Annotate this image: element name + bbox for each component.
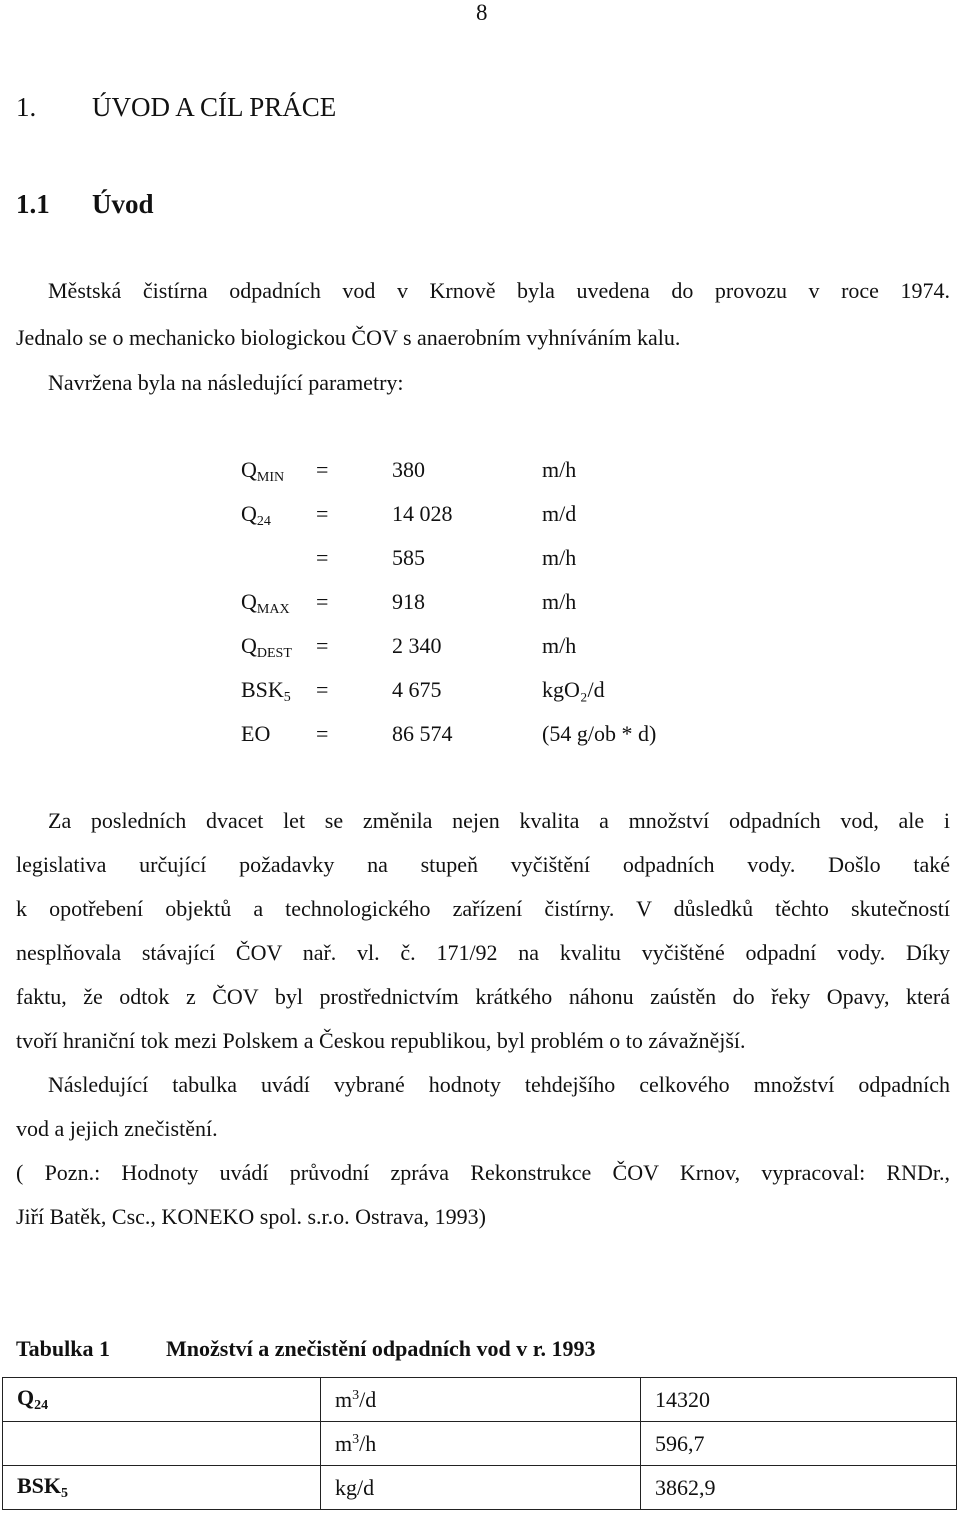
table-cell-unit: kg/d: [321, 1466, 641, 1510]
table-cell-value: 596,7: [641, 1422, 957, 1466]
table-row: [3, 1466, 957, 1510]
param-eq: =: [316, 721, 329, 746]
param-unit: m/h: [542, 633, 577, 658]
param-name: $Q_{24}$: [241, 501, 271, 529]
table-cell-value: 14320: [641, 1378, 957, 1422]
param-value: 2 340: [392, 633, 442, 658]
param-unit: m/h: [542, 457, 577, 482]
param-unit: kgO₂/d: [542, 677, 605, 702]
param-value: 585: [392, 545, 425, 570]
param-name: EO: [241, 721, 271, 746]
body-line: Následující tabulka uvádí vybrané hodnoty tehdejšího celkového množství odpadních: [48, 1072, 950, 1097]
param-value: 14 028: [392, 501, 453, 526]
param-eq: =: [316, 545, 329, 570]
param-eq: =: [316, 589, 329, 614]
body-line: tvoří hraniční tok mezi Polskem a Českou republikou, byl problém o to závažnější.: [16, 1028, 746, 1053]
param-eq: =: [316, 501, 329, 526]
table-cell-name: $BSK_5$: [3, 1466, 321, 1510]
body-line: Jiří Batěk, Csc., KONEKO spol. s.r.o. Ostrava, 1993): [16, 1204, 486, 1229]
param-value: 86 574: [392, 721, 453, 746]
body-line: faktu, že odtok z ČOV byl prostřednictvím krátkého náhonu zaústěn do řeky Opavy, která: [16, 984, 950, 1009]
body-line: legislativa určující požadavky na stupeň vyčištění odpadních vody. Došlo také: [16, 852, 950, 877]
data-table: [2, 1377, 957, 1510]
table-cell-unit: $m^3/d$: [321, 1378, 641, 1422]
param-eq: =: [316, 457, 329, 482]
param-value: 380: [392, 457, 425, 482]
param-name: $Q_{DEST}$: [241, 633, 292, 661]
section-number: 1.1: [16, 189, 50, 219]
chapter-number: 1.: [16, 92, 37, 122]
table-cell-value: 3862,9: [641, 1466, 957, 1510]
table-label: Tabulka 1: [16, 1336, 110, 1361]
param-name: $BSK_5$: [241, 677, 291, 705]
table-cell-name: [3, 1422, 321, 1466]
param-eq: =: [316, 633, 329, 658]
intro-line-3: Navržena byla na následující parametry:: [48, 370, 404, 395]
param-name: $Q_{MAX}$: [241, 589, 290, 617]
table-cell-unit: $m^3/h$: [321, 1422, 641, 1466]
param-unit: (54 g/ob * d): [542, 721, 657, 746]
param-name: $Q_{MIN}$: [241, 457, 285, 485]
table-row: [3, 1378, 957, 1422]
chapter-title: ÚVOD A CÍL PRÁCE: [92, 92, 337, 122]
param-unit: m/d: [542, 501, 577, 526]
intro-line-2: Jednalo se o mechanicko biologickou ČOV s anaerobním vyhníváním kalu.: [16, 325, 681, 350]
body-line: k opotřebení objektů a technologického zařízení čistírny. V důsledků těchto skutečností: [16, 896, 950, 921]
body-line: ( Pozn.: Hodnoty uvádí průvodní zpráva Rekonstrukce ČOV Krnov, vypracoval: RNDr.,: [16, 1160, 950, 1185]
param-value: 4 675: [392, 677, 442, 702]
body-line: Za posledních dvacet let se změnila nejen kvalita a množství odpadních vod, ale i: [48, 808, 950, 833]
section-title: Úvod: [92, 189, 154, 219]
param-unit: m/h: [542, 589, 577, 614]
table-cell-name: $Q_{24}$: [3, 1378, 321, 1422]
table-title: Množství a znečistění odpadních vod v r. 1993: [166, 1336, 596, 1361]
table-row: [3, 1422, 957, 1466]
body-line: nesplňovala stávající ČOV nař. vl. č. 171/92 na kvalitu vyčištěné odpadní vody. Díky: [16, 940, 950, 965]
param-value: 918: [392, 589, 425, 614]
intro-line-1: Městská čistírna odpadních vod v Krnově byla uvedena do provozu v roce 1974.: [48, 278, 950, 303]
page-number: 8: [476, 0, 488, 25]
body-line: vod a jejich znečistění.: [16, 1116, 218, 1141]
param-eq: =: [316, 677, 329, 702]
param-unit: m/h: [542, 545, 577, 570]
